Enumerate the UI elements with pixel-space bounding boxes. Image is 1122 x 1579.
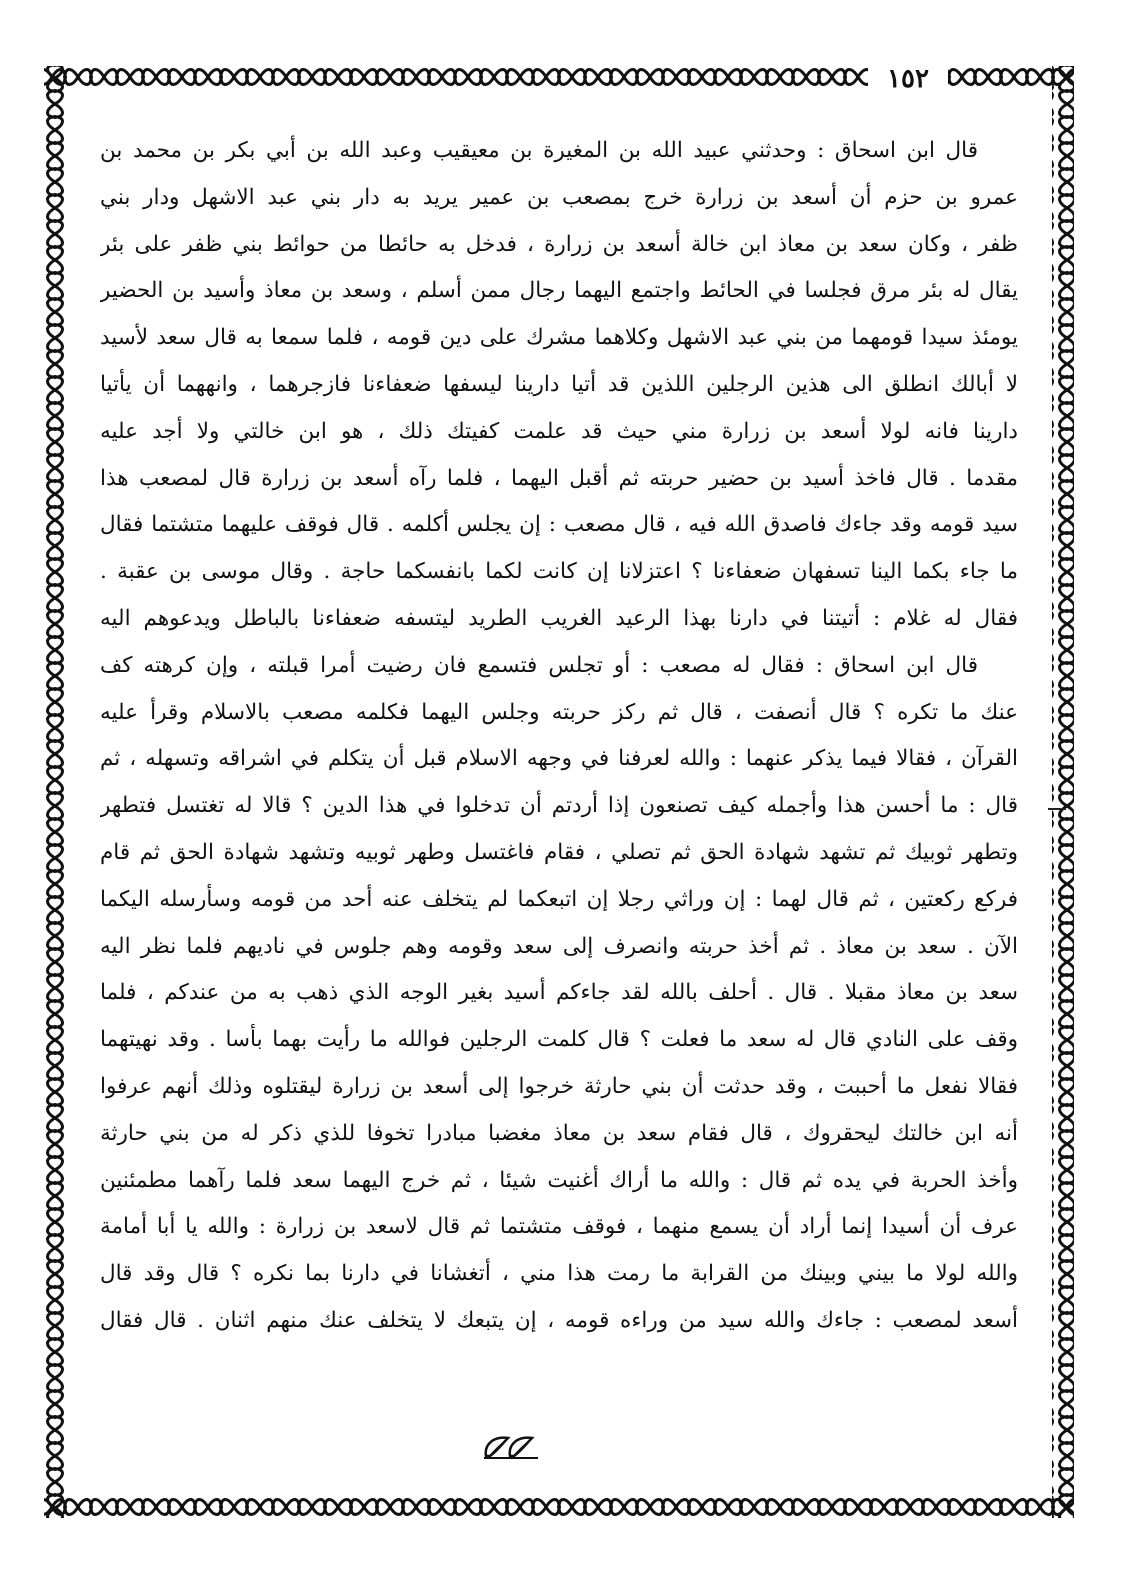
- text-line: يقال له بئر مرق فجلسا في الحائط واجتمع اليهما رجال ممن أسلم ، وسعد بن معاذ وأسيد بن الحضير: [100, 278, 1018, 304]
- text-line: مقدما . قال فاخذ أسيد بن حضير حربته ثم أقبل اليهما ، فلما رآه أسعد بن زرارة قال لمصعب هذا: [100, 465, 1018, 491]
- margin-mark: [1048, 808, 1066, 810]
- text-line: أنه ابن خالتك ليحقروك ، قال فقام سعد بن معاذ مغضبا مبادرا تخوفا للذي ذكر له من بني حارثة: [100, 1120, 1018, 1146]
- text-line: يومئذ سيدا قومهما من بني عبد الاشهل وكلاهما مشرك على دين قومه ، فلما سمعا به قال سعد لأسيد: [100, 325, 1018, 351]
- text-line: عمرو بن حزم أن أسعد بن زرارة خرج بمصعب بن عمير يريد به دار بني عبد الاشهل ودار بني: [100, 184, 1018, 210]
- text-line: قال ابن اسحاق : فقال له مصعب : أو تجلس فتسمع فان رضيت أمرا قبلته ، وإن كرهته كف: [100, 652, 978, 678]
- text-line: سيد قومه وقد جاءك فاصدق الله فيه ، قال مصعب : إن يجلس أكلمه . قال فوقف عليهما متشتما فقال: [100, 512, 1018, 538]
- text-line: لا أبالك انطلق الى هذين الرجلين اللذين قد أتيا دارينا ليسفها ضعفاءنا فازجرهما ، وانههما أن يأتيا: [100, 371, 1018, 397]
- text-line: ظفر ، وكان سعد بن معاذ ابن خالة أسعد بن زرارة ، فدخل به حائطا من حوائط بني ظفر على بئر: [100, 231, 1018, 257]
- text-line: الآن . سعد بن معاذ . ثم أخذ حربته وانصرف إلى سعد وقومه وهم جلوس في ناديهم فلما نظر اليه: [100, 933, 1018, 959]
- text-line: فقالا نفعل ما أحببت ، وقد حدثت أن بني حارثة خرجوا إلى أسعد بن زرارة ليقتلوه وذلك أنهم عرفوا: [100, 1073, 1018, 1099]
- text-line: وقف على النادي قال له سعد ما فعلت ؟ قال كلمت الرجلين فوالله ما رأيت بهما بأسا . وقد نهيتهما: [100, 1027, 1018, 1053]
- body-text: [100, 128, 1018, 1345]
- text-line: قال : ما أحسن هذا وأجمله كيف تصنعون إذا أردتم أن تدخلوا في هذا الدين ؟ قالا له تغتسل فتطهر: [100, 793, 1018, 819]
- text-line: قال ابن اسحاق : وحدثني عبيد الله بن المغيرة بن معيقيب وعبد الله بن أبي بكر بن محمد بن: [100, 138, 978, 163]
- text-line: دارينا فانه لولا أسعد بن زرارة مني حيث قد علمت كفيتك ذلك ، هو ابن خالتي ولا أجد عليه: [100, 418, 1018, 444]
- text-line: وتطهر ثوبيك ثم تشهد شهادة الحق ثم تصلي ، فقام فاغتسل وطهر ثوبيه وتشهد شهادة الحق ثم قام: [100, 839, 1018, 865]
- text-line: عرف أن أسيدا إنما أراد أن يسمع منهما ، فوقف متشتما ثم قال لاسعد بن زرارة : والله يا أبا أمامة: [100, 1214, 1018, 1240]
- border-right: [1052, 66, 1074, 1518]
- border-left: [44, 66, 66, 1518]
- text-line: القرآن ، فقالا فيما يذكر عنهما : والله لعرفنا في وجهه الاسلام قبل أن يتكلم في اشراقه وتسهله ، ثم: [100, 746, 1018, 772]
- text-line: فقال له غلام : أتيتنا في دارنا بهذا الرعيد الغريب الطريد ليتسفه ضعفاءنا بالباطل ويدعوهم اليه: [100, 605, 1018, 631]
- text-line: عنك ما تكره ؟ قال أنصفت ، قال ثم ركز حربته وجلس اليهما فكلمه مصعب بالاسلام وقرأ عليه: [100, 699, 1018, 725]
- border-bottom: [44, 1496, 1074, 1518]
- page-number: ١٥٢: [868, 62, 948, 96]
- text-line: فركع ركعتين ، ثم قال لهما : إن وراثي رجلا إن اتبعكما لم يتخلف عنه أحد من قومه وسأرسله اليكما: [100, 886, 1018, 912]
- text-line: والله لولا ما بيني وبينك من القرابة ما رمت هذا مني ، أتغشانا في دارنا بما نكره ؟ قال وقد قال: [100, 1261, 1018, 1287]
- text-line: سعد بن معاذ مقبلا . قال . أحلف بالله لقد جاءكم أسيد بغير الوجه الذي ذهب به من عندكم ، فلما: [100, 980, 1018, 1006]
- text-line: وأخذ الحربة في يده ثم قال : والله ما أراك أغنيت شيئا ، ثم خرج اليهما سعد فلما رآهما مطمئنين: [100, 1167, 1018, 1193]
- text-line: أسعد لمصعب : جاءك والله سيد من وراءه قومه ، إن يتبعك لا يتخلف عنك منهم اثنان . قال فقال: [100, 1307, 1018, 1333]
- leaf-ornament-icon: [480, 1432, 544, 1462]
- text-line: ما جاء بكما الينا تسفهان ضعفاءنا ؟ اعتزلانا إن كانت لكما بانفسكما حاجة . وقال موسى بن عقبة .: [100, 559, 1018, 585]
